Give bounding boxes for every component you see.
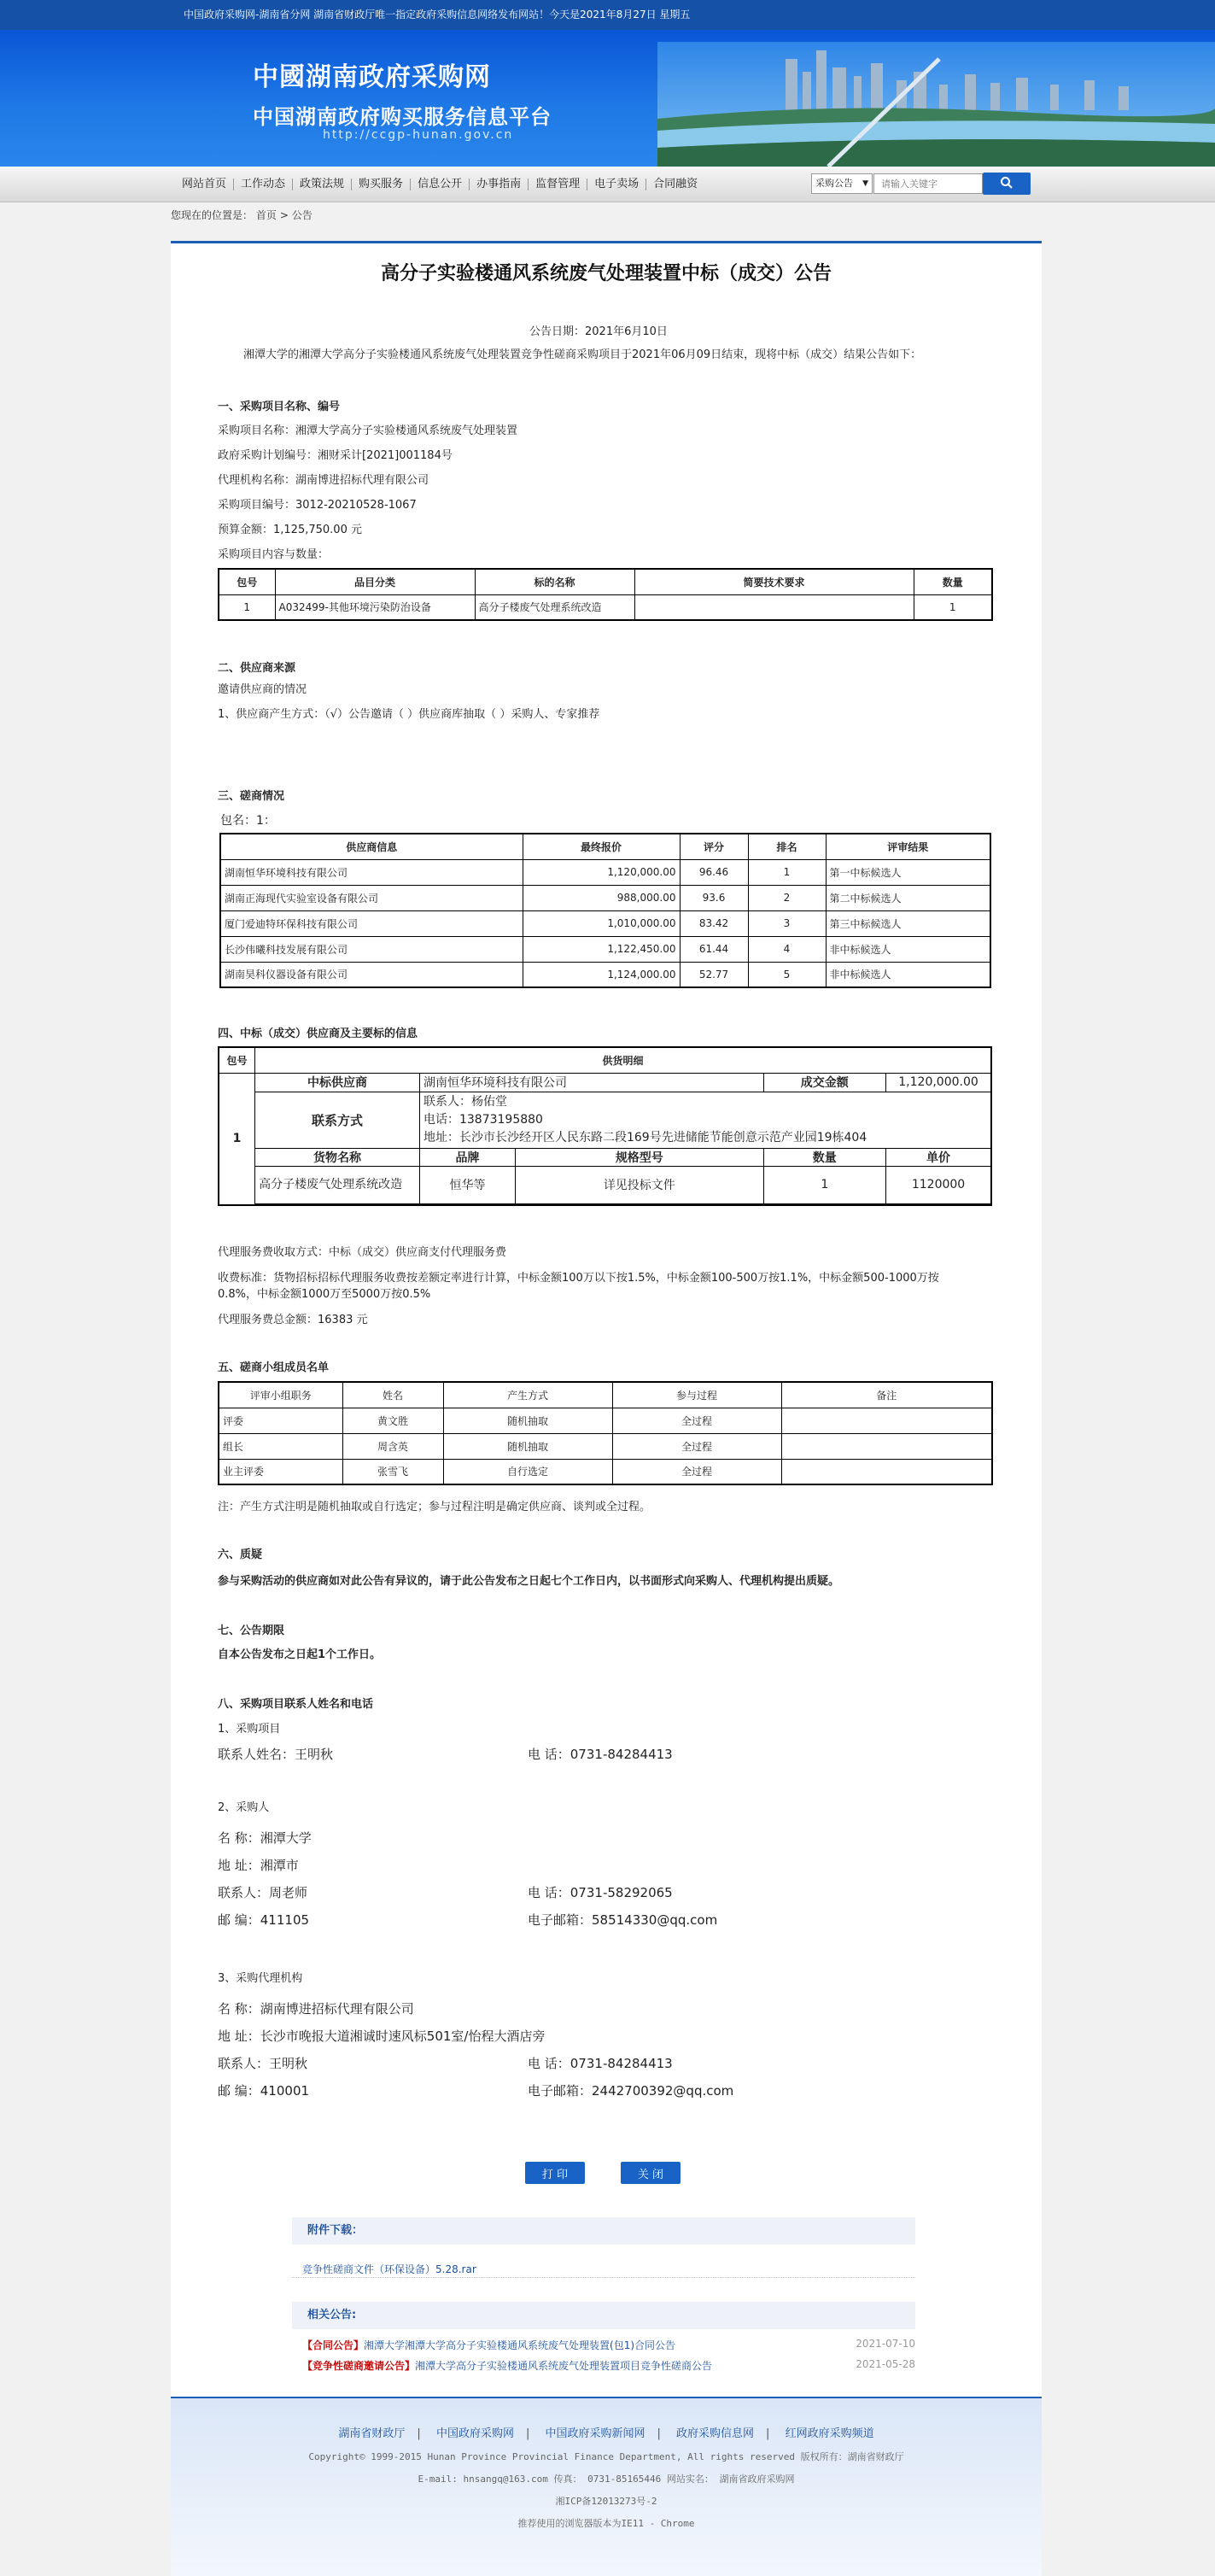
table-header: 评分 bbox=[680, 834, 748, 859]
table-cell: 评委 bbox=[219, 1408, 342, 1433]
agency-name: 代理机构名称：湖南博进招标代理有限公司 bbox=[218, 474, 429, 487]
project-contact-phone: 电 话：0731-84284413 bbox=[528, 1747, 673, 1762]
agency-email: 电子邮箱：2442700392@qq.com bbox=[528, 2083, 734, 2099]
search-input[interactable] bbox=[873, 173, 983, 194]
table-cell: 1 bbox=[914, 594, 992, 620]
goods-spec: 详见投标文件 bbox=[516, 1166, 763, 1203]
section-title: 八、采购项目联系人姓名和电话 bbox=[218, 1698, 374, 1711]
table-header: 简要技术要求 bbox=[634, 569, 914, 594]
related-notices-title: 相关公告: bbox=[292, 2302, 915, 2329]
supplier-method-text: 1、供应商产生方式：（√）公告邀请（ ）供应商库抽取（ ）采购人、专家推荐 bbox=[218, 708, 600, 721]
contact-address: 地址：长沙市长沙经开区人民东路二段169号先进储能节能创意示范产业园19栋404 bbox=[423, 1130, 867, 1145]
table-cell: 1,124,000.00 bbox=[523, 962, 680, 987]
review-note: 注：产生方式注明是随机抽取或自行选定；参与过程注明是确定供应商、谈判或全过程。 bbox=[218, 1501, 651, 1513]
agency-contact-person: 联系人：王明秋 bbox=[218, 2056, 308, 2071]
table-cell: 4 bbox=[748, 936, 826, 962]
table-header: 供应商信息 bbox=[220, 834, 523, 859]
table-cell: 83.42 bbox=[680, 910, 748, 936]
notice-type-tag: 【竞争性磋商邀请公告】 bbox=[302, 2360, 416, 2372]
table-cell: 1,122,450.00 bbox=[523, 936, 680, 962]
table-cell: 周含英 bbox=[342, 1433, 443, 1459]
table-header: 参与过程 bbox=[612, 1382, 781, 1408]
table-header-row bbox=[219, 1382, 992, 1408]
table-row bbox=[220, 936, 990, 962]
table-cell: 湖南正海现代实验室设备有限公司 bbox=[220, 885, 523, 910]
table-header: 备注 bbox=[781, 1382, 992, 1408]
breadcrumb-prefix: 您现在的位置是： bbox=[171, 209, 254, 221]
review-panel-table bbox=[218, 1381, 993, 1485]
table-cell: 高分子楼废气处理系统改造 bbox=[475, 594, 634, 620]
winning-supplier-label: 中标供应商 bbox=[255, 1073, 420, 1092]
nav-supervision[interactable]: 监督管理 bbox=[529, 179, 587, 190]
agency-zip: 邮 编：410001 bbox=[218, 2083, 310, 2099]
winning-supplier: 湖南恒华环境科技有限公司 bbox=[419, 1073, 763, 1092]
table-cell: 第三中标候选人 bbox=[826, 910, 990, 936]
supplier-source-text: 邀请供应商的情况 bbox=[218, 683, 307, 696]
footer-icp[interactable]: 湘ICP备12013273号-2 bbox=[555, 2496, 657, 2507]
table-header-row bbox=[220, 834, 990, 859]
table-cell: 93.6 bbox=[680, 885, 748, 910]
table-header: 品牌 bbox=[419, 1148, 515, 1166]
site-footer bbox=[171, 2397, 1042, 2576]
nav-guide[interactable]: 办事指南 bbox=[470, 179, 529, 190]
agency-address: 地 址：长沙市晚报大道湘诚时速风标501室/怡程大酒店旁 bbox=[218, 2029, 546, 2044]
section-title: 四、中标（成交）供应商及主要标的信息 bbox=[218, 1027, 418, 1040]
search-category-value: 采购公告 bbox=[815, 178, 853, 189]
table-header: 供货明细 bbox=[255, 1047, 991, 1073]
attachment-link[interactable]: 竞争性磋商文件（环保设备）5.28.rar bbox=[302, 2263, 476, 2275]
table-cell bbox=[781, 1459, 992, 1484]
project-content-label: 采购项目内容与数量： bbox=[218, 548, 330, 561]
table-cell: 52.77 bbox=[680, 962, 748, 987]
project-name: 采购项目名称：湘潭大学高分子实验楼通风系统废气处理装置 bbox=[218, 424, 518, 437]
chevron-down-icon: ▼ bbox=[862, 179, 868, 188]
table-cell: 全过程 bbox=[612, 1408, 781, 1433]
notice-date: 公告日期：2021年6月10日 bbox=[529, 325, 668, 338]
banner-subtitle: 中国湖南政府购买服务信息平台 bbox=[253, 105, 552, 129]
top-info-text: 中国政府采购网-湖南省分网 湖南省财政厅唯一指定政府采购信息网络发布网站！今天是2021年8月27日 星期五 bbox=[184, 9, 691, 20]
table-header: 排名 bbox=[748, 834, 826, 859]
budget-amount: 预算金额：1,125,750.00 元 bbox=[218, 524, 362, 536]
table-row bbox=[220, 962, 990, 987]
table-header: 姓名 bbox=[342, 1382, 443, 1408]
nav-purchase-service[interactable]: 购买服务 bbox=[352, 179, 411, 190]
agency-contact-name: 名 称：湖南博进招标代理有限公司 bbox=[218, 2001, 414, 2017]
footer-browser-note: 推荐使用的浏览器版本为IE11 - Chrome bbox=[517, 2518, 695, 2529]
related-notices-panel bbox=[292, 2302, 915, 2387]
nav-e-mall[interactable]: 电子卖场 bbox=[587, 179, 646, 190]
table-cell bbox=[781, 1433, 992, 1459]
top-info-bar bbox=[0, 0, 1215, 30]
section-title: 六、质疑 bbox=[218, 1549, 263, 1561]
table-cell: 厦门爱迪特环保科技有限公司 bbox=[220, 910, 523, 936]
city-skyline-illustration bbox=[657, 42, 1215, 167]
table-cell: 长沙伟曦科技发展有限公司 bbox=[220, 936, 523, 962]
table-header: 评审小组职务 bbox=[219, 1382, 342, 1408]
breadcrumb-current: 公告 bbox=[291, 209, 313, 221]
table-header-row bbox=[219, 569, 992, 594]
contact-group-title: 1、采购项目 bbox=[218, 1723, 281, 1736]
project-contact-name: 联系人姓名：王明秋 bbox=[218, 1747, 334, 1762]
bid-table bbox=[219, 833, 991, 988]
table-header: 最终报价 bbox=[523, 834, 680, 859]
table-cell: 全过程 bbox=[612, 1433, 781, 1459]
footer-copyright: Copyright© 1999-2015 Hunan Province Provincial Finance Department, All rights reserved 版权所有：湖南省财政厅 bbox=[308, 2451, 904, 2462]
fee-total: 代理服务费总金额：16383 元 bbox=[218, 1314, 368, 1326]
table-row bbox=[219, 1459, 992, 1484]
table-header: 货物名称 bbox=[255, 1148, 420, 1166]
challenge-text: 参与采购活动的供应商如对此公告有异议的，请于此公告发布之日起七个工作日内，以书面形式向采购人、代理机构提出质疑。 bbox=[218, 1575, 840, 1588]
banner-logo-title: 中國湖南政府采购网 bbox=[253, 62, 491, 92]
footer-link[interactable]: 湖南省财政厅 bbox=[338, 2427, 406, 2440]
table-cell: 988,000.00 bbox=[523, 885, 680, 910]
table-cell: 湖南昊科仪器设备有限公司 bbox=[220, 962, 523, 987]
purchaser-name: 名 称：湘潭大学 bbox=[218, 1830, 312, 1846]
table-row bbox=[219, 1166, 991, 1203]
breadcrumb-home-link[interactable]: 首页 bbox=[255, 209, 277, 221]
table-row bbox=[220, 910, 990, 936]
related-notice-date: 2021-07-10 bbox=[856, 2338, 915, 2350]
table-cell: 随机抽取 bbox=[443, 1408, 612, 1433]
table-cell: 全过程 bbox=[612, 1459, 781, 1484]
contact-group-title: 3、采购代理机构 bbox=[218, 1972, 303, 1985]
table-row bbox=[219, 594, 992, 620]
contact-person: 联系人：杨佑堂 bbox=[423, 1094, 507, 1109]
table-header: 产生方式 bbox=[443, 1382, 612, 1408]
goods-unit-price: 1120000 bbox=[886, 1166, 991, 1203]
footer-link[interactable]: 中国政府采购网 bbox=[435, 2427, 514, 2440]
project-number: 采购项目编号：3012-20210528-1067 bbox=[218, 499, 417, 512]
table-header: 评审结果 bbox=[826, 834, 990, 859]
fee-method: 代理服务费收取方式：中标（成交）供应商支付代理服务费 bbox=[218, 1246, 507, 1259]
section-title: 七、公告期限 bbox=[218, 1625, 285, 1637]
notice-type-tag: 【合同公告】 bbox=[302, 2339, 365, 2351]
table-header-row bbox=[219, 1047, 991, 1073]
table-cell: 随机抽取 bbox=[443, 1433, 612, 1459]
table-row bbox=[220, 885, 990, 910]
table-header: 单价 bbox=[886, 1148, 991, 1166]
package-number: 1 bbox=[219, 1073, 255, 1205]
table-cell: 自行选定 bbox=[443, 1459, 612, 1484]
notice-content bbox=[171, 241, 1042, 2397]
table-cell bbox=[634, 594, 914, 620]
search-icon bbox=[1000, 176, 1013, 190]
goods-quantity: 1 bbox=[763, 1166, 886, 1203]
table-cell: 2 bbox=[748, 885, 826, 910]
nav-work-news[interactable]: 工作动态 bbox=[234, 179, 293, 190]
purchaser-email: 电子邮箱：58514330@qq.com bbox=[528, 1912, 718, 1928]
purchaser-zip: 邮 编：411105 bbox=[218, 1912, 310, 1928]
section-title: 一、采购项目名称、编号 bbox=[218, 401, 341, 413]
table-header: 包号 bbox=[219, 1047, 255, 1073]
table-cell: 1 bbox=[748, 859, 826, 885]
table-cell: 第一中标候选人 bbox=[826, 859, 990, 885]
table-cell: 张雪飞 bbox=[342, 1459, 443, 1484]
contact-group-title: 2、采购人 bbox=[218, 1801, 270, 1814]
notice-intro: 湘潭大学的湘潭大学高分子实验楼通风系统废气处理装置竞争性磋商采购项目于2021年06月09日结束，现将中标（成交）结果公告如下： bbox=[243, 348, 922, 361]
table-row bbox=[219, 1433, 992, 1459]
deal-amount-label: 成交金额 bbox=[763, 1073, 886, 1092]
table-row bbox=[220, 859, 990, 885]
table-cell: 组长 bbox=[219, 1433, 342, 1459]
attachments-title: 附件下载： bbox=[292, 2217, 915, 2245]
plan-number: 政府采购计划编号：湘财采计[2021]001184号 bbox=[218, 449, 453, 462]
goods-name: 高分子楼废气处理系统改造 bbox=[255, 1166, 420, 1203]
table-cell: 湖南恒华环境科技有限公司 bbox=[220, 859, 523, 885]
related-notice-link[interactable]: 湘潭大学湘潭大学高分子实验楼通风系统废气处理装置(包1)合同公告 bbox=[364, 2339, 676, 2351]
table-cell: 第二中标候选人 bbox=[826, 885, 990, 910]
footer-contact: E-mail: hnsangq@163.com 传真： 0731-85165446 网站实名： 湖南省政府采购网 bbox=[418, 2474, 795, 2485]
footer-link[interactable]: 红网政府采购频道 bbox=[785, 2427, 874, 2440]
main-nav bbox=[0, 167, 1215, 202]
list-item[interactable] bbox=[292, 2329, 915, 2353]
deal-amount: 1,120,000.00 bbox=[886, 1073, 991, 1092]
nav-contract-finance[interactable]: 合同融资 bbox=[653, 178, 698, 190]
table-row bbox=[219, 1092, 991, 1148]
section-title: 二、供应商来源 bbox=[218, 662, 296, 675]
table-cell: 非中标候选人 bbox=[826, 936, 990, 962]
table-cell: 非中标候选人 bbox=[826, 962, 990, 987]
section-title: 三、磋商情况 bbox=[218, 790, 285, 803]
footer-link[interactable]: 中国政府采购新闻网 bbox=[545, 2427, 645, 2440]
table-cell bbox=[781, 1408, 992, 1433]
table-cell: 61.44 bbox=[680, 936, 748, 962]
search-button[interactable] bbox=[983, 173, 1031, 195]
table-cell: 5 bbox=[748, 962, 826, 987]
table-cell: 1,120,000.00 bbox=[523, 859, 680, 885]
nav-info-public[interactable]: 信息公开 bbox=[411, 179, 470, 190]
page-title: 高分子实验楼通风系统废气处理装置中标（成交）公告 bbox=[380, 263, 832, 284]
footer-link[interactable]: 政府采购信息网 bbox=[676, 2427, 755, 2440]
breadcrumb bbox=[171, 208, 313, 222]
print-button[interactable]: 打 印 bbox=[525, 2162, 585, 2184]
table-header: 包号 bbox=[219, 569, 275, 594]
fee-standard-cont: 0.8%，中标金额1000万至5000万按0.5% bbox=[218, 1288, 431, 1301]
site-banner bbox=[0, 30, 1215, 167]
table-cell: 黄文胜 bbox=[342, 1408, 443, 1433]
related-notice-link[interactable]: 湘潭大学高分子实验楼通风系统废气处理装置项目竞争性磋商公告 bbox=[415, 2360, 713, 2372]
close-button[interactable]: 关 闭 bbox=[621, 2162, 681, 2184]
breadcrumb-separator-icon: > bbox=[279, 209, 289, 221]
table-cell: 3 bbox=[748, 910, 826, 936]
section-title: 五、磋商小组成员名单 bbox=[218, 1361, 330, 1374]
winner-table bbox=[218, 1046, 992, 1206]
contact-label: 联系方式 bbox=[255, 1092, 420, 1148]
notice-period-text: 自本公告发布之日起1个工作日。 bbox=[218, 1648, 382, 1661]
table-header-row bbox=[219, 1148, 991, 1166]
table-cell: A032499-其他环境污染防治设备 bbox=[275, 594, 475, 620]
purchaser-address: 地 址：湘潭市 bbox=[218, 1858, 299, 1873]
purchaser-phone: 电 话：0731-58292065 bbox=[528, 1885, 673, 1900]
search-category-select[interactable] bbox=[811, 173, 873, 194]
table-cell: 1,010,000.00 bbox=[523, 910, 680, 936]
table-cell: 业主评委 bbox=[219, 1459, 342, 1484]
nav-home[interactable]: 网站首页 bbox=[175, 179, 234, 190]
table-header: 规格型号 bbox=[516, 1148, 763, 1166]
table-header: 数量 bbox=[914, 569, 992, 594]
table-row bbox=[219, 1408, 992, 1433]
goods-brand: 恒华等 bbox=[419, 1166, 515, 1203]
table-cell: 96.46 bbox=[680, 859, 748, 885]
attachments-panel bbox=[292, 2217, 915, 2286]
table-header: 标的名称 bbox=[475, 569, 634, 594]
footer-links: 湖南省财政厅 | 中国政府采购网 | 中国政府采购新闻网 | 政府采购信息网 | 红网政府采购频道 bbox=[338, 2427, 874, 2440]
table-cell: 1 bbox=[219, 594, 275, 620]
agency-phone: 电 话：0731-84284413 bbox=[528, 2056, 673, 2071]
banner-url: http://ccgp-hunan.gov.cn bbox=[323, 128, 514, 142]
fee-standard: 收费标准：货物招标招标代理服务收费按差额定率进行计算，中标金额100万以下按1.5%，中标金额100-500万按1.1%，中标金额500-1000万按 bbox=[218, 1272, 939, 1285]
table-header: 数量 bbox=[763, 1148, 886, 1166]
table-header: 品目分类 bbox=[275, 569, 475, 594]
table-row bbox=[219, 1073, 991, 1092]
package-label: 包名：1： bbox=[220, 814, 276, 828]
contact-phone: 电话：13873195880 bbox=[423, 1112, 543, 1127]
related-notice-date: 2021-05-28 bbox=[856, 2358, 915, 2370]
items-table bbox=[218, 568, 993, 621]
nav-policy[interactable]: 政策法规 bbox=[293, 179, 352, 190]
list-item[interactable] bbox=[292, 2353, 915, 2377]
purchaser-contact: 联系人：周老师 bbox=[218, 1885, 308, 1900]
